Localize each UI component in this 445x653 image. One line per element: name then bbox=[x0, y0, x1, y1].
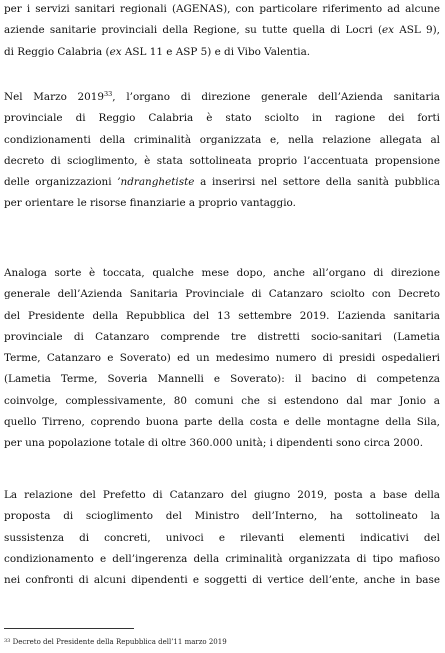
italic-run: ex bbox=[382, 24, 395, 37]
footnote-text: Decreto del Presidente della Repubblica dell’11 marzo 2019 bbox=[10, 638, 227, 646]
footnote-number: 33 bbox=[4, 638, 11, 644]
text-line: per orientare le risorse finanziarie a proprio vantaggio. bbox=[4, 197, 296, 210]
text-run: ASL 11 e ASP 5) e di Vibo Valentia. bbox=[121, 45, 311, 58]
text-line: condizionamenti della criminalità organizzata e, nella relazione allegata al bbox=[4, 133, 440, 146]
text-line: sussistenza di concreti, univoci e rilevanti elementi indicativi del bbox=[4, 531, 440, 544]
text-run: , l’organo di direzione generale dell’Azienda sanitaria bbox=[112, 91, 440, 103]
text-line: provinciale di Catanzaro comprende tre distretti socio-sanitari (Lametia bbox=[4, 330, 440, 343]
paragraph-agenas bbox=[4, 0, 440, 63]
text-line: Terme, Catanzaro e Soverato) ed un medesimo numero di presidi ospedalieri bbox=[4, 352, 440, 365]
text-run: ASL 9), bbox=[394, 24, 440, 37]
text-line: nei confronti di alcuni dipendenti e soggetti di vertice dell’ente, anche in base bbox=[4, 574, 440, 587]
text-line: Analoga sorte è toccata, qualche mese dopo, anche all’organo di direzione bbox=[4, 267, 440, 279]
text-line: quello Tirreno, coprendo buona parte della costa e delle montagne della Sila, bbox=[4, 416, 440, 429]
text-line: per i servizi sanitari regionali (AGENAS), con particolare riferimento ad alcune bbox=[4, 3, 440, 15]
text-line: condizionamento e dell’ingerenza della criminalità organizzata di tipo mafioso bbox=[4, 552, 440, 565]
text-line: coinvolge, complessivamente, 80 comuni che si estendono dal mar Jonio a bbox=[4, 394, 440, 407]
text-line: provinciale di Reggio Calabria è stato sciolto in ragione dei forti bbox=[4, 112, 440, 125]
text-line: generale dell’Azienda Sanitaria Provinciale di Catanzaro sciolto con Decreto bbox=[4, 288, 440, 301]
paragraph-reggio-calabria bbox=[4, 87, 440, 215]
footnote-separator bbox=[4, 628, 134, 629]
text-run: aziende sanitarie provinciali della Regione, su tutte quella di Locri ( bbox=[4, 24, 383, 37]
text-line bbox=[4, 172, 440, 193]
text-line: per una popolazione totale di oltre 360.000 unità; i dipendenti sono circa 2000. bbox=[4, 437, 424, 450]
text-line bbox=[4, 20, 440, 41]
text-run: a inserirsi nel settore della sanità pubblica bbox=[194, 176, 440, 189]
text-run: Nel Marzo 2019 bbox=[4, 91, 104, 103]
text-line bbox=[4, 87, 440, 108]
text-run: di Reggio Calabria ( bbox=[4, 45, 110, 58]
text-line: del Presidente della Repubblica del 13 settembre 2019. L’azienda sanitaria bbox=[4, 309, 440, 322]
italic-run: ex bbox=[109, 45, 122, 58]
text-line: proposta di scioglimento del Ministro dell’Interno, ha sottolineato la bbox=[4, 510, 440, 523]
text-line: decreto di scioglimento, è stata sottolineata proprio l’accentuata propensione bbox=[4, 154, 440, 167]
paragraph-catanzaro bbox=[4, 263, 440, 455]
footnote-reference: 33 bbox=[104, 90, 113, 98]
paragraph-prefetto-relazione bbox=[4, 485, 440, 591]
footnote bbox=[4, 638, 227, 647]
text-line: La relazione del Prefetto di Catanzaro del giugno 2019, posta a base della bbox=[4, 489, 440, 501]
text-run: delle organizzazioni bbox=[4, 176, 118, 189]
text-line: (Lametia Terme, Soveria Mannelli e Soverato): il bacino di competenza bbox=[4, 373, 440, 386]
text-line bbox=[4, 42, 440, 63]
italic-run: ’ndranghetiste bbox=[117, 176, 195, 189]
